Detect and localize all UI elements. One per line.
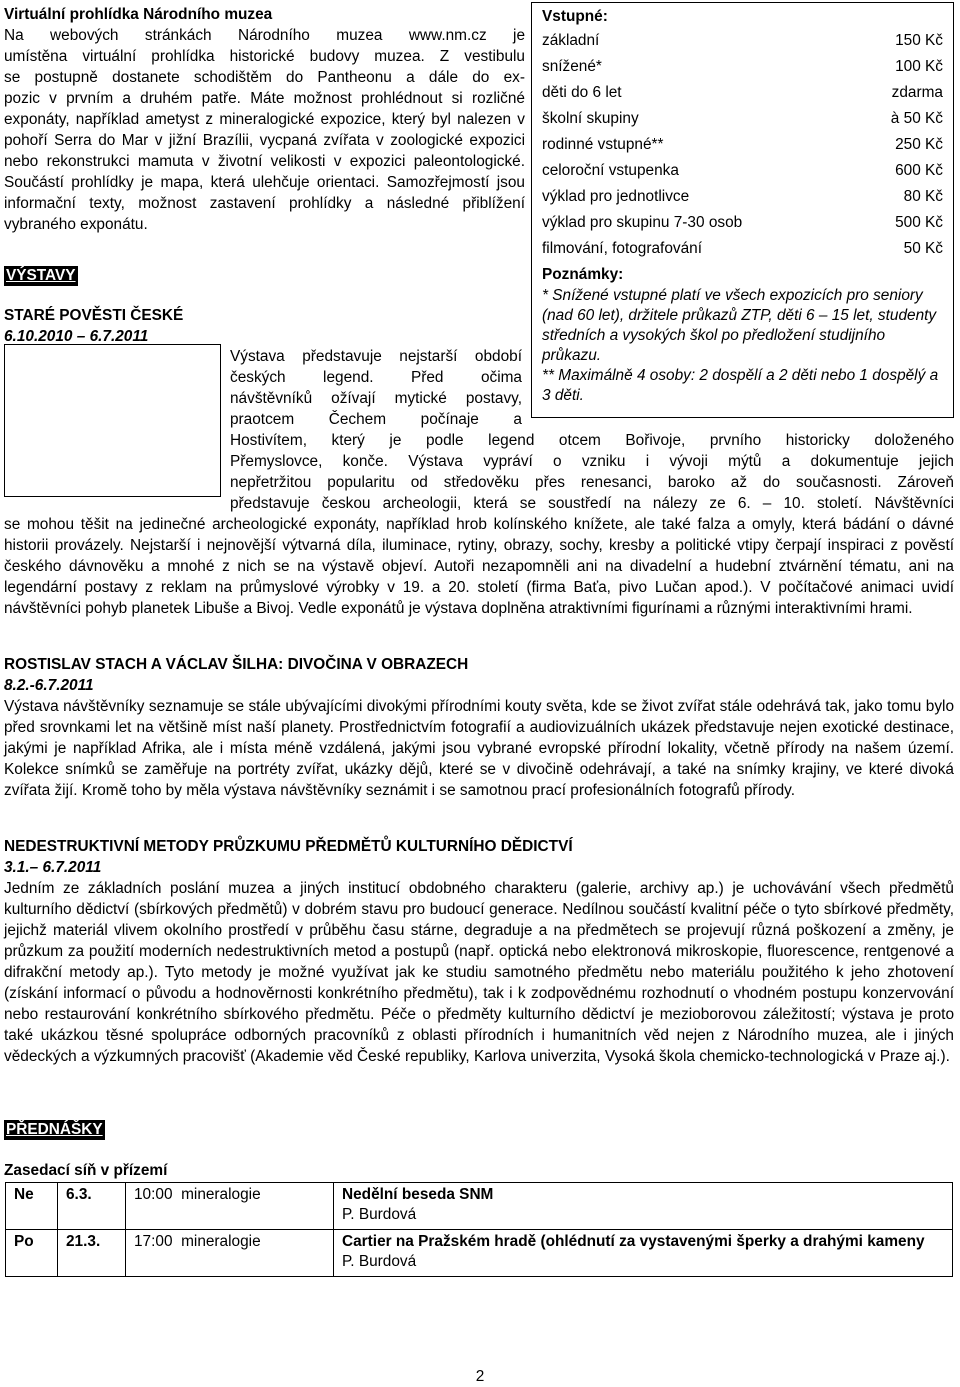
intro-line: Na webových stránkách Národního muzea www.nm.cz je	[4, 27, 525, 44]
lecture-day: Ne	[6, 1183, 58, 1230]
fee-price: 100 Kč	[895, 58, 943, 75]
intro-line: umístěna virtuální prohlídka historické budovy muzea. Z vestibulu	[4, 48, 525, 65]
fees-box	[531, 2, 954, 418]
ex1-mid-text	[230, 430, 954, 514]
lecture-time-field	[126, 1183, 334, 1230]
ex1-line: představuje českou archeologii, která se soustředí na nálezy ze 6. – 10. století. Návštěvníci	[230, 495, 954, 512]
fee-label: děti do 6 let	[542, 84, 622, 101]
ex1-line: Přemyslovce, konče. Výstava vypráví o vzniku i vývoji mýtů a dokumentuje jejich	[230, 453, 954, 470]
ex1-text: se mohou těšit na jedinečné archeologické exponáty, například hrob kolínského knížete, ale také falza a omyly, která bádání o dávné historii provázely. Nejstarší i nejnovější výtvarná díla, iluminace, rytiny, obrazy, sochy, kresby a politické vtipy čerpají inspiraci z pověstí českého dávnověku a mnohé z nich se na výstavě objeví. Autoři nezapomněli ani na divadelní a hudební ztvárnění tématu, ani na legendární postavy z reklam na průmyslové výrobky v 19. a 20. století (firma Baťa, pivo Lučan apod.). V počítačové animaci uvidí návštěvníci pohyb planetek Libuše a Bivoj. Vedle exponátů je výstava doplněna atraktivními figurínami a různými interaktivními hrami.	[4, 516, 954, 617]
lectures-heading-wrap	[4, 1120, 105, 1140]
fee-row	[542, 28, 943, 54]
fee-row	[542, 158, 943, 184]
fees-list	[542, 28, 943, 262]
fee-price: à 50 Kč	[890, 110, 943, 127]
lecture-row	[6, 1230, 953, 1277]
lectures-table	[5, 1182, 953, 1277]
note-reduced: * Snížené vstupné platí ve všech expozicích pro seniory (nad 60 let), držitele průkazů ZTP, děti 6 – 15 let, studenty středních a vysokých škol po předložení studijního průkazu.	[542, 287, 937, 364]
lecture-speaker: P. Burdová	[342, 1253, 417, 1270]
lectures-heading: PŘEDNÁŠKY	[6, 1121, 103, 1138]
fee-row	[542, 80, 943, 106]
note-family: ** Maximálně 4 osoby: 2 dospělí a 2 děti nebo 1 dospělý a 3 děti.	[542, 367, 939, 404]
fee-row	[542, 210, 943, 236]
ex3-section	[4, 836, 954, 1067]
intro-text: pozic v prvním a druhém patře. Máte možnost prohlédnout si rozličné exponáty, například ametyst z mineralogické expozice, který byl nalezen v pohoří Serra do Mar v jižní Brazílii, vycpaná zvířata v zoologické expozici nebo rekonstrukci mamuta v životní velikosti v expozici paleontologické. Součástí prohlídky je mapa, která ulehčuje orientaci. Samozřejmostí jsou informační texty, možnost zastavení prohlídky a následné přiblížení vybraného exponátu.	[4, 90, 525, 233]
fee-row	[542, 54, 943, 80]
ex1-line: nepřetržitou popularitu od středověku přes renesanci, baroko až do současnosti. Zároveň	[230, 474, 954, 491]
fee-price: 250 Kč	[895, 136, 943, 153]
fee-label: školní skupiny	[542, 110, 639, 127]
fee-label: výklad pro skupinu 7-30 osob	[542, 214, 743, 231]
lecture-row	[6, 1183, 953, 1230]
fee-row	[542, 106, 943, 132]
lecture-time: 10:00	[134, 1186, 173, 1203]
fee-label: filmování, fotografování	[542, 240, 702, 257]
fee-price: 50 Kč	[903, 240, 943, 257]
lecture-info	[334, 1230, 953, 1277]
ex1-line: Výstava představuje nejstarší období	[230, 348, 522, 365]
exhibition-image-placeholder	[4, 344, 221, 497]
ex1-side-text	[230, 346, 522, 430]
fee-price: 500 Kč	[895, 214, 943, 231]
exhibitions-heading-wrap	[4, 266, 78, 286]
fee-price: 600 Kč	[895, 162, 943, 179]
ex3-date: 3.1.– 6.7.2011	[4, 859, 102, 876]
fee-price: zdarma	[891, 84, 943, 101]
notes-title: Poznámky:	[542, 266, 624, 283]
lecture-field: mineralogie	[181, 1233, 261, 1250]
intro-section	[4, 4, 525, 235]
intro-title: Virtuální prohlídka Národního muzea	[4, 6, 273, 23]
fee-label: snížené*	[542, 58, 602, 75]
lecture-date: 21.3.	[58, 1230, 126, 1277]
lecture-info	[334, 1183, 953, 1230]
ex3-title: NEDESTRUKTIVNÍ METODY PRŮZKUMU PŘEDMĚTŮ KULTURNÍHO DĚDICTVÍ	[4, 838, 573, 855]
ex3-text: Jedním ze základních poslání muzea a jiných institucí obdobného charakteru (galerie, archivy ap.) je uchovávání všech předmětů kulturního dědictví (sbírkových předmětů) v dobrém stavu pro budoucí generace. Nedílnou součástí kvalitní péče o tyto sbírkové předměty, jejichž materiál vlivem okolního prostředí v průběhu času stárne, degraduje a na předmětech se projevují různá poškození a změny, je průzkum za použití moderních nedestruktivních metod a postupů (např. optická nebo elektronová mikroskopie, fluorescence, rentgenové a difrakční metody ap.). Tyto metody je možné využívat jak ke studiu samotného předmětu nebo materiálu použitého k jeho zhotovení (získání informací o původu a hodnověrnosti konkrétního předmětu), tak i k zodpovědnému rozhodnutí o vhodném postupu konzervování nebo restaurování konkrétního sbírkového předmětu. Péče o předměty kulturního dědictví je mezioborovou záležitostí; výstava je proto také ukázkou těsné spolupráce odborných pracovníků z oblasti přírodních i humanitních věd nejen z Národního muzea, ale i jiných vědeckých a výzkumných pracovišť (Akademie věd České republiky, Karlova univerzita, Vysoká škola chemicko-technologická v Praze aj.).	[4, 880, 954, 1065]
ex1-line: návštěvníků ožívají mytické postavy,	[230, 390, 522, 407]
ex1-line: Hostivítem, který je podle legend otcem Bořivoje, prvního historicky doloženého	[230, 432, 954, 449]
intro-line: se postupně dostanete schodištěm do Pantheonu a dále do ex-	[4, 69, 525, 86]
lecture-day: Po	[6, 1230, 58, 1277]
page-number: 2	[475, 1368, 485, 1385]
fee-price: 150 Kč	[895, 32, 943, 49]
lecture-date: 6.3.	[58, 1183, 126, 1230]
lecture-title: Nedělní beseda SNM	[342, 1186, 494, 1203]
fee-label: celoroční vstupenka	[542, 162, 679, 179]
ex2-section	[4, 654, 954, 801]
lecture-speaker: P. Burdová	[342, 1206, 417, 1223]
ex2-date: 8.2.-6.7.2011	[4, 677, 94, 694]
fee-row	[542, 132, 943, 158]
fee-label: rodinné vstupné**	[542, 136, 664, 153]
ex1-line: českých legend. Před očima	[230, 369, 522, 386]
fee-row	[542, 236, 943, 262]
lecture-field: mineralogie	[181, 1186, 261, 1203]
fees-title: Vstupné:	[542, 8, 608, 25]
lecture-time: 17:00	[134, 1233, 173, 1250]
lecture-title: Cartier na Pražském hradě (ohlédnutí za vystavenými šperky a drahými kameny	[342, 1233, 925, 1250]
ex1-title: STARÉ POVĚSTI ČESKÉ	[4, 307, 184, 324]
lecture-time-field	[126, 1230, 334, 1277]
fee-label: základní	[542, 32, 600, 49]
ex2-title: ROSTISLAV STACH A VÁCLAV ŠILHA: DIVOČINA V OBRAZECH	[4, 656, 469, 673]
ex1-line: praotcem Čechem počínaje a	[230, 411, 522, 428]
lectures-subheading: Zasedací síň v přízemí	[4, 1162, 168, 1179]
ex1-date: 6.10.2010 – 6.7.2011	[4, 328, 149, 345]
fee-price: 80 Kč	[903, 188, 943, 205]
fee-row	[542, 184, 943, 210]
fee-label: výklad pro jednotlivce	[542, 188, 690, 205]
exhibitions-heading: VÝSTAVY	[6, 267, 76, 284]
ex2-text: Výstava návštěvníky seznamuje se stále ubývajícími divokými přírodními kouty světa, kde se život zvířat stále odehrává tak, jako tomu bylo před srovnkami let na většině míst naší planety. Prostřednictvím fotografií a audiovizuálních ukázek představuje nejen exotické destinace, jakými je například Afrika, ale i místa méně vzdálená, jakými jsou vybrané evropské přírodní lokality, včetně přírody na našem území. Kolekce snímků se zaměřuje na portréty zvířat, ukázky dějů, které se v divočině odehrávají, a také na snímky krajiny, ve které divoká zvířata žijí. Kromě toho by měla výstava návštěvníky seznámit i se samotnou prací profesionálních fotografů přírody.	[4, 698, 954, 799]
